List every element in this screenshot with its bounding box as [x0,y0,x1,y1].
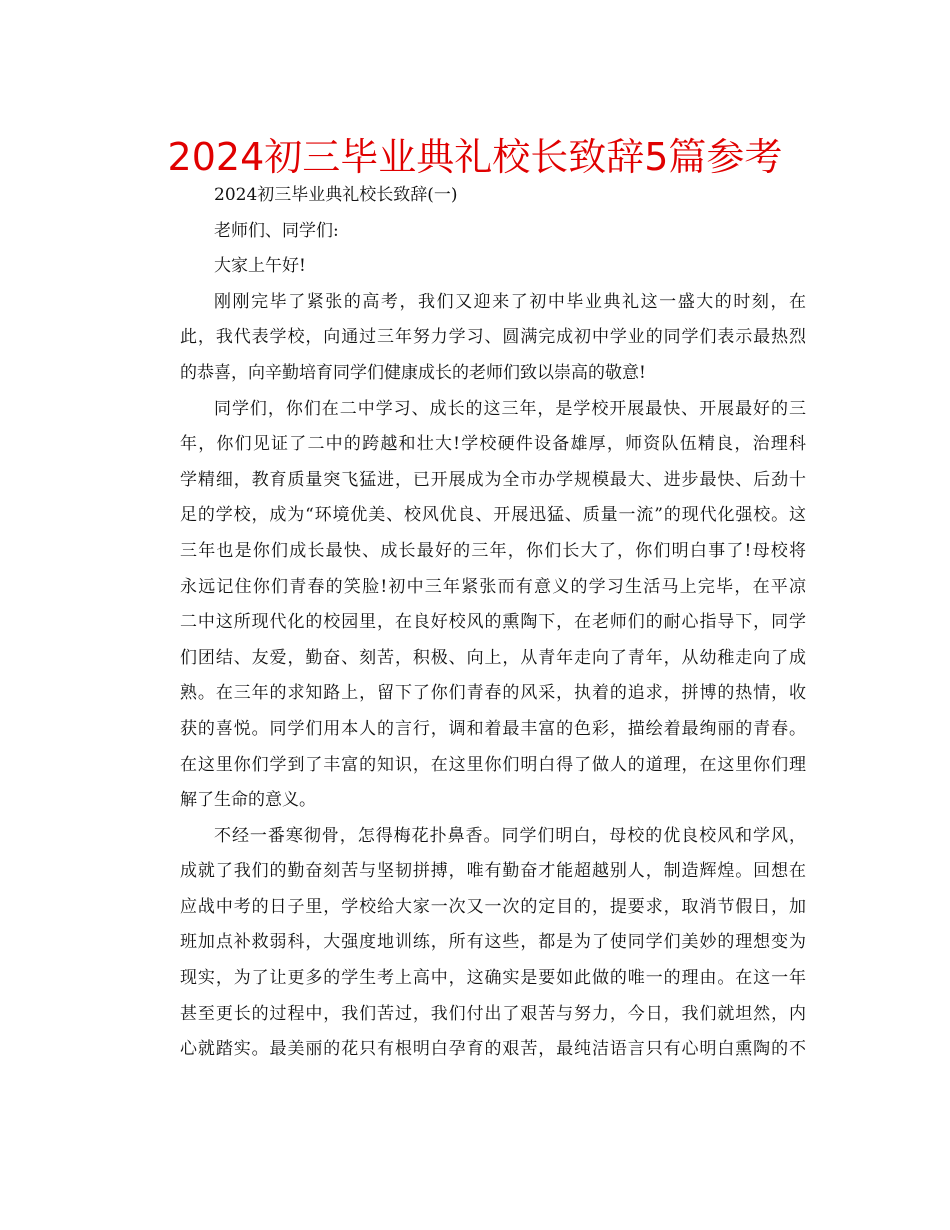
text-line: 在这里你们学到了丰富的知识，在这里你们明白得了做人的道理，在这里你们理 [180,754,806,775]
text-line: 获的喜悦。同学们用本人的言行，调和着最丰富的色彩，描绘着最绚丽的青春。 [180,718,806,739]
paragraph-salutation [146,214,806,250]
text-line: 解了生命的意义。 [180,790,316,811]
document-body [146,178,806,1068]
text-line: 足的学校，成为“环境优美、校风优良、开展迅猛、质量一流”的现代化强校。这 [180,505,806,526]
text-line: 现实，为了让更多的学生考上高中，这确实是要如此做的唯一的理由。在这一年 [180,968,806,989]
paragraph-1 [146,285,806,392]
text-line: 老师们、同学们: [214,220,339,241]
text-line: 永远记住你们青春的笑脸!初中三年紧张而有意义的学习生活马上完毕，在平凉 [180,576,806,597]
text-line: 刚刚完毕了紧张的高考，我们又迎来了初中毕业典礼这一盛大的时刻，在 [214,291,806,312]
text-line: 成就了我们的勤奋刻苦与坚韧拼搏，唯有勤奋才能超越别人，制造辉煌。回想在 [180,861,806,882]
text-line: 此，我代表学校，向通过三年努力学习、圆满完成初中学业的同学们表示最热烈 [180,327,806,348]
text-line: 二中这所现代化的校园里，在良好校风的熏陶下，在老师们的耐心指导下，同学 [180,612,806,633]
text-line: 不经一番寒彻骨，怎得梅花扑鼻香。同学们明白，母校的优良校风和学风， [214,825,806,846]
paragraph-2 [146,392,806,819]
text-line: 学精细，教育质量突飞猛进，已开展成为全市办学规模最大、进步最快、后劲十 [180,469,806,490]
text-line: 心就踏实。最美丽的花只有根明白孕育的艰苦，最纯洁语言只有心明白熏陶的不 [180,1039,806,1060]
paragraph-greeting [146,249,806,285]
text-line: 应战中考的日子里，学校给大家一次又一次的定目的，提要求，取消节假日，加 [180,896,806,917]
text-line: 三年也是你们成长最快、成长最好的三年，你们长大了，你们明白事了!母校将 [180,540,806,561]
paragraph-subtitle [146,178,806,214]
text-line: 年，你们见证了二中的跨越和壮大!学校硬件设备雄厚，师资队伍精良，治理科 [180,434,806,455]
text-line: 的恭喜，向辛勤培育同学们健康成长的老师们致以崇高的敬意! [180,362,646,383]
text-line: 熟。在三年的求知路上，留下了你们青春的风采，执着的追求，拼博的热情，收 [180,683,806,704]
text-line: 班加点补救弱科，大强度地训练，所有这些，都是为了使同学们美妙的理想变为 [180,932,806,953]
text-line: 2024初三毕业典礼校长致辞(一) [214,185,458,205]
paragraph-3 [146,819,806,1068]
text-line: 同学们，你们在二中学习、成长的这三年，是学校开展最快、开展最好的三 [214,398,806,419]
text-line: 甚至更长的过程中，我们苦过，我们付出了艰苦与努力，今日，我们就坦然，内 [180,1003,806,1024]
document-title: 2024初三毕业典礼校长致辞5篇参考 [167,135,783,179]
text-line: 们团结、友爱，勤奋、刻苦，积极、向上，从青年走向了青年，从幼稚走向了成 [180,647,806,668]
text-line: 大家上午好! [214,256,306,277]
